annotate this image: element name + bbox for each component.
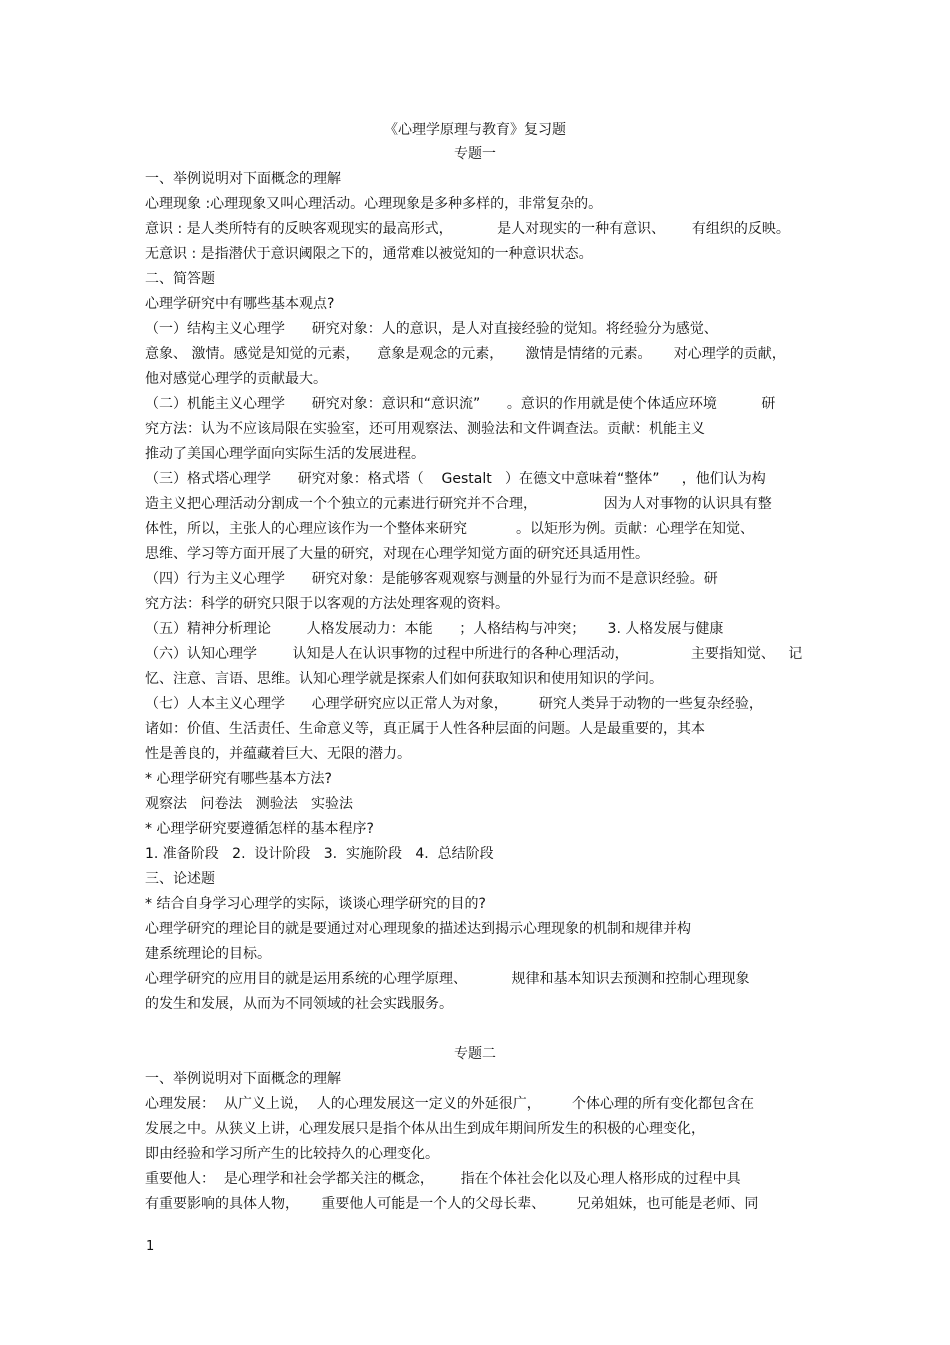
section-heading: 一、举例说明对下面概念的理解: [145, 171, 341, 187]
paragraph-line: 的发生和发展，从而为不同领域的社会实践服务。: [145, 996, 453, 1012]
paragraph-line: 意识 : 是人类所特有的反映客观现实的最高形式， 是人对现实的一种有意识、 有组织的反映。: [145, 221, 790, 237]
paragraph-line: （一）结构主义心理学 研究对象：人的意识，是人对直接经验的觉知。将经验分为感觉、: [145, 321, 718, 337]
paragraph-line: 心理学研究的理论目的就是要通过对心理现象的描述达到揭示心理现象的机制和规律并构: [145, 921, 691, 937]
paragraph-line: 1. 准备阶段 2. 设计阶段 3. 实施阶段 4. 总结阶段: [145, 846, 494, 862]
paragraph-line: 观察法 问卷法 测验法 实验法: [145, 796, 354, 812]
paragraph-line: （三）格式塔心理学 研究对象：格式塔（ Gestalt ）在德文中意味着“整体” ，他们认为构: [145, 471, 766, 487]
paragraph-line: 性是善良的，并蕴藏着巨大、无限的潜力。: [145, 746, 411, 762]
topic1-heading: 专题一: [454, 146, 496, 162]
paragraph-line: 究方法：认为不应该局限在实验室，还可用观察法、测验法和文件调查法。贡献：机能主义: [145, 421, 705, 437]
page-number: 1: [146, 1239, 155, 1254]
paragraph-line: 究方法：科学的研究只限于以客观的方法处理客观的资料。: [145, 596, 509, 612]
paragraph-line: 意象、 激情。感觉是知觉的元素， 意象是观念的元素， 激情是情绪的元素。 对心理学的贡献，: [145, 346, 786, 362]
paragraph-line: （四）行为主义心理学 研究对象：是能够客观观察与测量的外显行为而不是意识经验。研: [145, 571, 718, 587]
paragraph-line: 发展之中。从狭义上讲，心理发展只是指个体从出生到成年期间所发生的积极的心理变化，: [145, 1121, 705, 1137]
paragraph-line: 无意识 : 是指潜伏于意识阈限之下的，通常难以被觉知的一种意识状态。: [145, 246, 593, 262]
paragraph-line: 心理现象 :心理现象又叫心理活动。心理现象是多种多样的，非常复杂的。: [145, 196, 603, 212]
paragraph-line: 忆、注意、言语、思维。认知心理学就是探索人们如何获取知识和使用知识的学问。: [145, 671, 663, 687]
paragraph-line: 重要他人： 是心理学和社会学都关注的概念， 指在个体社会化以及心理人格形成的过程中具: [145, 1171, 741, 1187]
paragraph-line: 思维、学习等方面开展了大量的研究，对现在心理学知觉方面的研究还具适用性。: [145, 546, 649, 562]
paragraph-line: 建系统理论的目标。: [145, 946, 271, 962]
paragraph-line: （六）认知心理学 认知是人在认识事物的过程中所进行的各种心理活动， 主要指知觉、 记: [145, 646, 803, 662]
question-line: * 心理学研究要遵循怎样的基本程序?: [145, 821, 374, 837]
topic2-heading: 专题二: [454, 1046, 496, 1062]
paragraph-line: 有重要影响的具体人物， 重要他人可能是一个人的父母长辈、 兄弟姐妹，也可能是老师、同: [145, 1196, 759, 1212]
section-heading: 一、举例说明对下面概念的理解: [145, 1071, 341, 1087]
paragraph-line: 推动了美国心理学面向实际生活的发展进程。: [145, 446, 425, 462]
paragraph-line: （五）精神分析理论 人格发展动力：本能 ；人格结构与冲突； 3. 人格发展与健康: [145, 621, 724, 637]
paragraph-line: 体性，所以，主张人的心理应该作为一个整体来研究 。以矩形为例。贡献：心理学在知觉、: [145, 521, 754, 537]
question-line: * 结合自身学习心理学的实际，谈谈心理学研究的目的?: [145, 896, 486, 912]
paragraph-line: 即由经验和学习所产生的比较持久的心理变化。: [145, 1146, 439, 1162]
section-heading: 三、论述题: [145, 871, 215, 887]
question-line: 心理学研究中有哪些基本观点?: [145, 296, 335, 312]
paragraph-line: 心理发展： 从广义上说， 人的心理发展这一定义的外延很广， 个体心理的所有变化都包含在: [145, 1096, 754, 1112]
section-heading: 二、简答题: [145, 271, 215, 287]
document-title: 《心理学原理与教育》复习题: [384, 122, 566, 138]
paragraph-line: 造主义把心理活动分割成一个个独立的元素进行研究并不合理， 因为人对事物的认识具有整: [145, 496, 772, 512]
paragraph-line: 他对感觉心理学的贡献最大。: [145, 371, 327, 387]
paragraph-line: （七）人本主义心理学 心理学研究应以正常人为对象， 研究人类异于动物的一些复杂经验，: [145, 696, 763, 712]
paragraph-line: （二）机能主义心理学 研究对象：意识和“意识流” 。意识的作用就是使个体适应环境 研: [145, 396, 776, 412]
question-line: * 心理学研究有哪些基本方法?: [145, 771, 332, 787]
paragraph-line: 心理学研究的应用目的就是运用系统的心理学原理、 规律和基本知识去预测和控制心理现象: [145, 971, 750, 987]
paragraph-line: 诸如：价值、生活责任、生命意义等，真正属于人性各种层面的问题。人是最重要的，其本: [145, 721, 705, 737]
